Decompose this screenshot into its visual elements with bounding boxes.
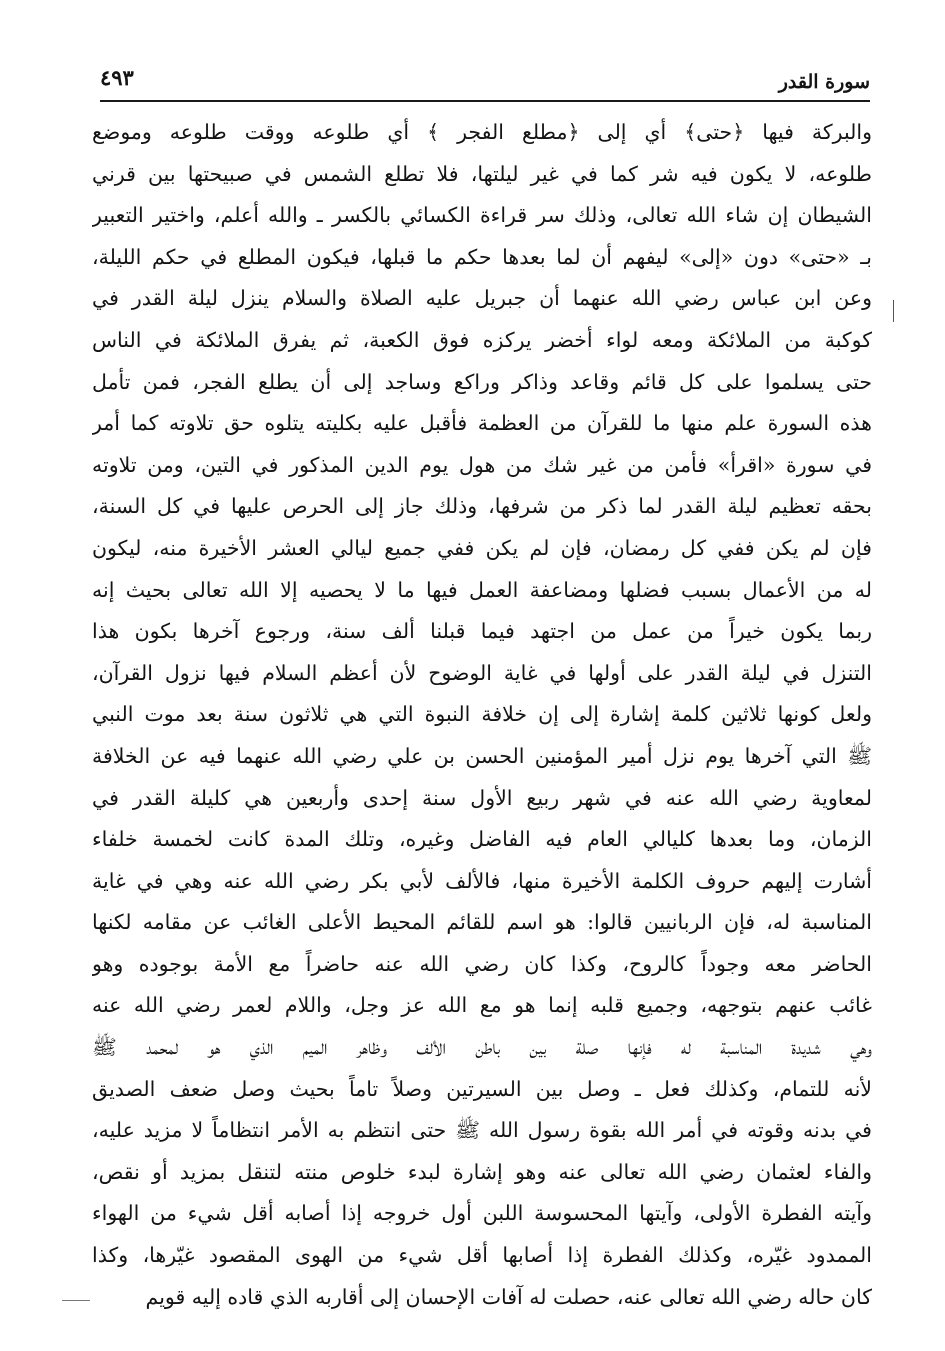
- text-line: كان حاله رضي الله تعالى عنه، حصلت له آفات الإحسان إلى أقاربه الذي قاده إليه قويم: [145, 1284, 872, 1309]
- margin-mark: [893, 300, 894, 322]
- running-header: [100, 56, 870, 98]
- footer-mark: [62, 1300, 90, 1301]
- text-line: وهي شديدة المناسبة له فإنها صلة بين باطن الألف وظاهر الميم الذي هو لمحمد ﷺ: [92, 1035, 872, 1060]
- text-line: كوكبة من الملائكة ومعه لواء أخضر يركزه فوق الكعبة، ثم يفرق الملائكة في الناس: [92, 327, 872, 352]
- text-line: الشيطان إن شاء الله تعالى، وذلك سر قراءة الكسائي بالكسر ـ والله أعلم، واختير التعبير: [92, 203, 872, 228]
- text-line: وعن ابن عباس رضي الله عنهما أن جبريل عليه الصلاة والسلام ينزل ليلة القدر في: [92, 286, 872, 311]
- header-divider: [100, 100, 870, 102]
- text-line: طلوعه، لا يكون فيه شر كما في غير ليلتها، فلا تطلع الشمس في صبيحتها بين قرني: [92, 161, 872, 186]
- text-line: المناسبة له، فإن الربانيين قالوا: هو اسم للقائم المحيط الأعلى الغائب عن مقامه لكنها: [92, 910, 872, 935]
- page-number: ٤٩٣: [100, 65, 134, 90]
- text-line: والبركة فيها ﴿حتى﴾ أي إلى ﴿مطلع الفجر ﴾ أي طلوعه ووقت طلوعه وموضع: [92, 120, 872, 144]
- text-line: لأنه للتمام، وكذلك فعل ـ وصل بين السيرتين وصلاً تاماً بحيث وصل ضعف الصديق: [92, 1076, 872, 1101]
- text-line: بـ «حتى» دون «إلى» ليفهم أن لما بعدها حكم ما قبلها، فيكون المطلع في حكم الليلة،: [92, 244, 872, 269]
- body-text: [92, 112, 872, 1318]
- text-line: في بدنه وقوته في أمر الله بقوة رسول الله ﷺ حتى انتظم به الأمر انتظاماً لا مزيد عليه،: [92, 1118, 872, 1143]
- text-line: أشارت إليهم حروف الكلمة الأخيرة منها، فالألف لأبي بكر رضي الله عنه وهي في غاية: [92, 868, 872, 893]
- text-line: ﷺ التي آخرها يوم نزل أمير المؤمنين الحسن بن علي رضي الله عنهما فيه عن الخلافة: [92, 743, 872, 768]
- surah-title: سورة القدر: [778, 71, 870, 93]
- text-line: فإن لم يكن ففي كل رمضان، فإن لم يكن ففي جميع ليالي العشر الأخيرة منه، ليكون: [92, 535, 872, 560]
- text-line: والفاء لعثمان رضي الله تعالى عنه وهو إشارة لبدء خلوص منته لتنقل بمزيد أو نقص،: [92, 1159, 872, 1184]
- text-line: الممدود غيّره، وكذلك الفطرة إذا أصابها أقل شيء من الهوى المقصود غيّرها، وكذا: [92, 1243, 872, 1268]
- text-line: لمعاوية رضي الله عنه في شهر ربيع الأول سنة إحدى وأربعين هي كليلة القدر في: [92, 785, 872, 810]
- text-line: وآيته الفطرة الأولى، وآيتها المحسوسة اللبن أول خروجه إذا أصابه أقل شيء من الهواء: [92, 1201, 872, 1226]
- text-line: التنزل في ليلة القدر على أولها في غاية الوضوح لأن أعظم السلام فيها نزول القرآن،: [92, 660, 872, 685]
- text-line: الزمان، وما بعدها كليالي العام فيه الفاضل وغيره، وتلك المدة كانت لخمسة خلفاء: [92, 827, 872, 852]
- text-line: في سورة «اقرأ» فأمن من غير شك من هول يوم الدين المذكور في التين، ومن تلاوته: [92, 452, 872, 477]
- text-line: له من الأعمال بسبب فضلها ومضاعفة العمل فيها ما لا يحصيه إلا الله تعالى بحيث إنه: [92, 577, 872, 602]
- text-line: هذه السورة علم منها ما للقرآن من العظمة فأقبل عليه بكليته يتلوه حق تلاوته كما أمر: [92, 411, 872, 436]
- text-line: غائب عنهم بتوجهه، وجميع قلبه إنما هو مع الله عز وجل، واللام لعمر رضي الله عنه: [92, 993, 872, 1018]
- text-line: الحاضر معه وجوداً كالروح، وكذا كان رضي الله عنه حاضراً مع الأمة بوجوده وهو: [92, 951, 872, 976]
- text-line: حتى يسلموا على كل قائم وقاعد وذاكر وراكع وساجد إلى أن يطلع الفجر، فمن تأمل: [92, 369, 872, 394]
- text-line: ولعل كونها ثلاثين كلمة إشارة إلى إن خلافة النبوة التي هي ثلاثون سنة بعد موت النبي: [92, 702, 872, 727]
- text-line: بحقه تعظيم ليلة القدر لما ذكر من شرفها، وذلك جاز إلى الحرص عليها في كل السنة،: [92, 494, 872, 519]
- text-line: ربما يكون خيراً من عمل من اجتهد فيما قبلنا ألف سنة، ورجوع آخرها بكون هذا: [92, 619, 872, 644]
